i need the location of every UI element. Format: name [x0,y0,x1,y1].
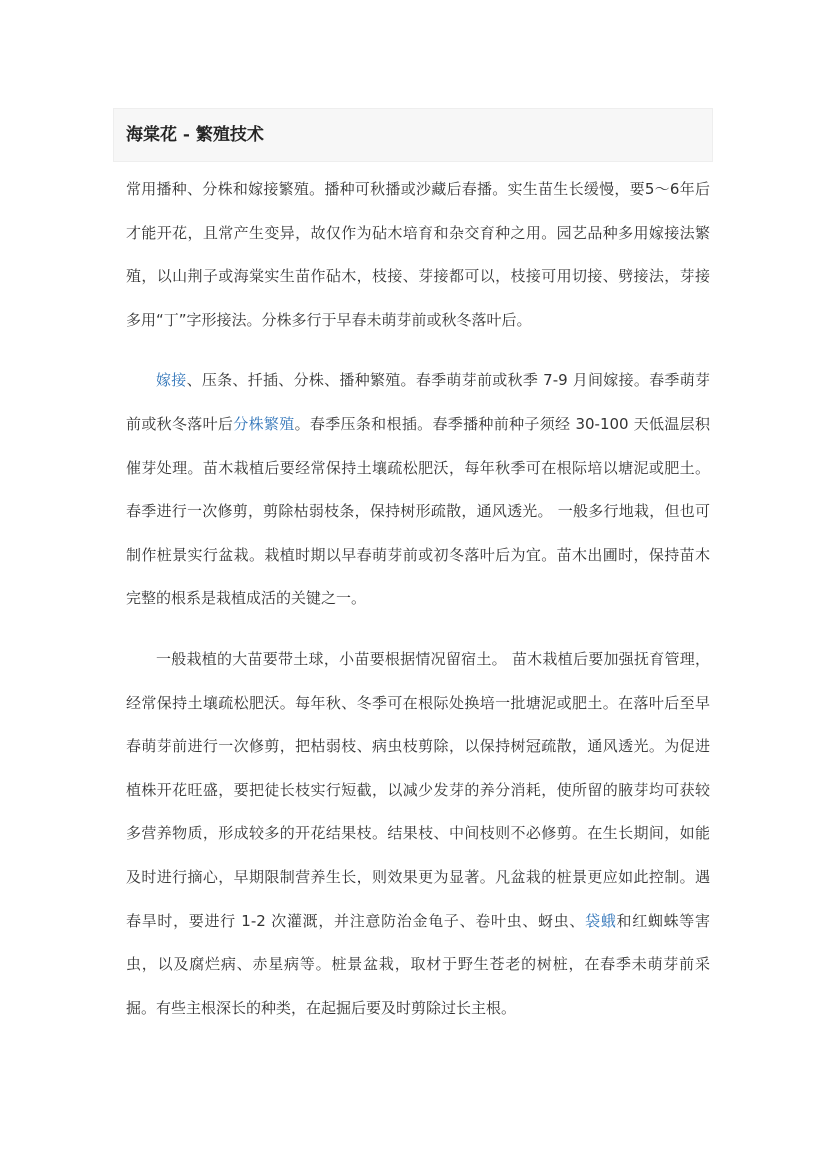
page-title: 海棠花 - 繁殖技术 [126,125,264,145]
paragraph-3-text-b: 和红蜘蛛等害虫，以及腐烂病、赤星病等。桩景盆栽，取材于野生苍老的树桩，在春季未萌芽前采掘。有些主根深长的种类，在起掘后要及时剪除过长主根。 [126,911,710,1017]
paragraph-3-text-a: 一般栽植的大苗要带土球，小苗要根据情况留宿土。 苗木栽植后要加强抚育管理，经常保持土壤疏松肥沃。每年秋、冬季可在根际处换培一批塘泥或肥土。在落叶后至早春萌芽前进行一次修剪，把枯弱枝、病虫枝剪除，以保持树冠疏散，通风透光。为促进植株开花旺盛，要把徒长枝实行短截，以减少发芽的养分消耗，使所留的腋芽均可获较多营养物质，形成较多的开花结果枝。结果枝、中间枝则不必修剪。在生长期间，如能及时进行摘心，早期限制营养生长，则效果更为显著。凡盆栽的桩景更应如此控制。遇春旱时，要进行 1-2 次灌溉，并注意防治金龟子、卷叶虫、蚜虫、 [126,649,710,930]
paragraph-2 [126,359,710,621]
link-division-propagation[interactable]: 分株繁殖 [233,414,295,433]
link-bagworm[interactable]: 袋蛾 [585,911,617,930]
article-body [126,168,710,1030]
paragraph-2-text-b: 。春季压条和根插。春季播种前种子须经 30-100 天低温层积催芽处理。苗木栽植后要经常保持土壤疏松肥沃，每年秋季可在根际培以塘泥或肥土。春季进行一次修剪，剪除枯弱枝条，保持树形疏散，通风透光。 一般多行地栽，但也可制作桩景实行盆栽。栽植时期以早春萌芽前或初冬落叶后为宜。苗木出圃时，保持苗木完整的根系是栽植成活的关键之一。 [126,414,710,608]
paragraph-2-text-a: 、压条、扦插、分株、播种繁殖。春季萌芽前或秋季 7-9 月间嫁接。春季萌芽前或秋冬落叶后 [126,371,710,433]
link-grafting[interactable]: 嫁接 [156,371,187,390]
title-box [113,108,713,162]
paragraph-1: 常用播种、分株和嫁接繁殖。播种可秋播或沙藏后春播。实生苗生长缓慢，要5～6年后才能开花，且常产生变异，故仅作为砧木培育和杂交育种之用。园艺品种多用嫁接法繁殖，以山荆子或海棠实生苗作砧木，枝接、芽接都可以，枝接可用切接、劈接法，芽接多用“丁”字形接法。分株多行于早春未萌芽前或秋冬落叶后。 [126,180,710,329]
paragraph-3 [126,638,710,1030]
